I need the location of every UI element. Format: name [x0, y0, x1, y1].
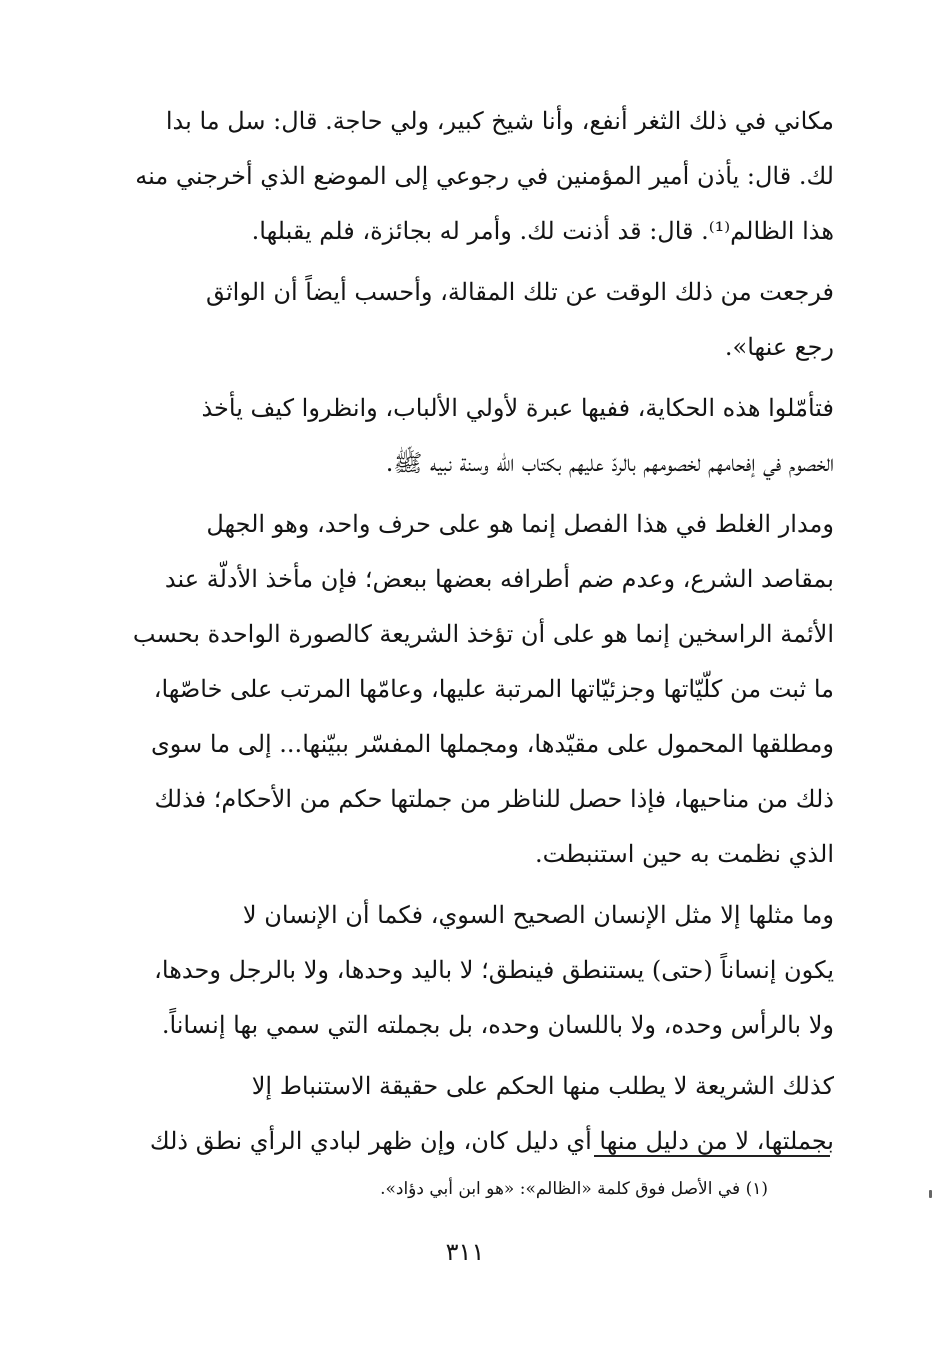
text-line: بمقاصد الشرع، وعدم ضم أطرافه بعضها ببعض؛ فإن مأخذ الأدلّة عند — [164, 565, 834, 593]
text-line: رجع عنها». — [724, 333, 834, 361]
text-line: الذي نظمت به حين استنبطت. — [535, 840, 834, 868]
text-line: يكون إنساناً (حتى) يستنطق فينطق؛ لا باليد وحدها، ولا بالرجل وحدها، — [154, 956, 834, 984]
scan-speck — [929, 1190, 932, 1198]
footnote: (١) في الأصل فوق كلمة «الظالم»: «هو ابن أبي دؤاد». — [380, 1179, 768, 1199]
footnote-divider — [594, 1155, 830, 1157]
text-line: ذلك من مناحيها، فإذا حصل للناظر من جملتها حكم من الأحكام؛ فذلك — [154, 785, 834, 813]
text-line: بجملتها، لا من دليل منها أي دليل كان، وإن ظهر لبادي الرأي نطق ذلك — [149, 1127, 834, 1155]
text-line: ولا بالرأس وحده، ولا باللسان وحده، بل بجملته التي سمي بها إنساناً. — [161, 1011, 834, 1039]
main-text — [100, 94, 834, 1169]
text-line: ما ثبت من كلّيّاتها وجزئيّاتها المرتبة عليها، وعامّها المرتب على خاصّها، — [153, 675, 834, 703]
text-line: ومدار الغلط في هذا الفصل إنما هو على حرف واحد، وهو الجهل — [206, 510, 834, 538]
text-line: وما مثلها إلا مثل الإنسان الصحيح السوي، فكما أن الإنسان لا — [242, 901, 834, 929]
text-line: هذا الظالم⁽¹⁾. قال: قد أذنت لك. وأمر له بجائزة، فلم يقبلها. — [251, 217, 834, 245]
text-line: الأئمة الراسخين إنما هو على أن تؤخذ الشريعة كالصورة الواحدة بحسب — [132, 620, 834, 648]
page-number: ٣١١ — [445, 1238, 485, 1266]
text-line: كذلك الشريعة لا يطلب منها الحكم على حقيقة الاستنباط إلا — [251, 1072, 834, 1100]
text-line: لك. قال: يأذن أمير المؤمنين في رجوعي إلى الموضع الذي أخرجني منه — [135, 162, 834, 190]
text-line: ومطلقها المحمول على مقيّدها، ومجملها المفسّر ببيّنها... إلى ما سوى — [150, 730, 834, 758]
text-line: الخصوم في إفحامهم لخصومهم بالردّ عليهم بكتاب الله وسنة نبيه ﷺ. — [385, 449, 834, 477]
text-line: مكاني في ذلك الثغر أنفع، وأنا شيخ كبير، ولي حاجة. قال: سل ما بدا — [165, 107, 834, 135]
text-line: فرجعت من ذلك الوقت عن تلك المقالة، وأحسب أيضاً أن الواثق — [205, 278, 834, 306]
text-line: فتأمّلوا هذه الحكاية، ففيها عبرة لأولي الألباب، وانظروا كيف يأخذ — [201, 394, 834, 422]
